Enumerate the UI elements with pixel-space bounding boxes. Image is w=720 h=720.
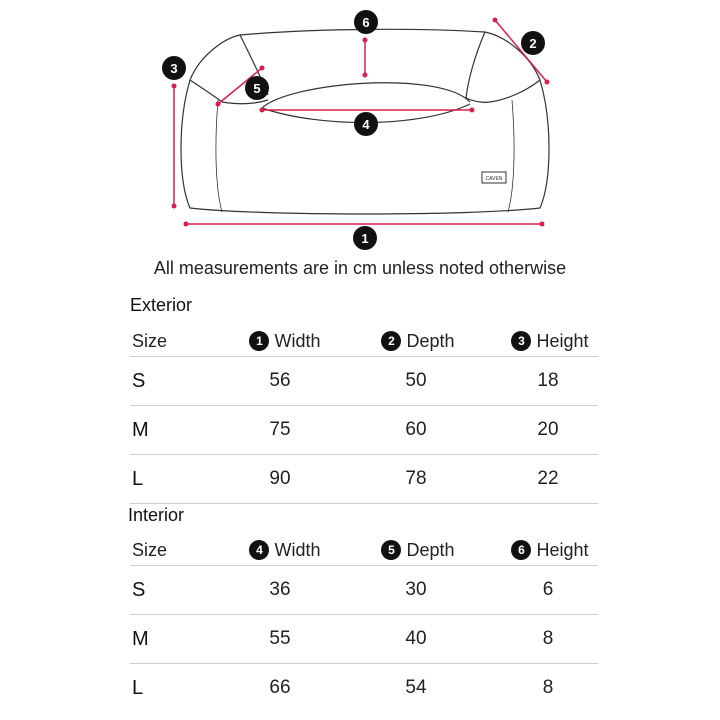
width-cell: 55 (269, 628, 291, 649)
exterior-width-header: 1 Width (225, 326, 345, 356)
depth-cell: 54 (405, 677, 427, 698)
interior-width-header: 4 Width (225, 535, 345, 565)
size-cell: S (132, 578, 146, 601)
interior-size-header: Size (132, 539, 168, 560)
badge-2 (521, 31, 545, 55)
width-cell: 75 (269, 419, 291, 440)
depth-cell: 40 (405, 628, 427, 649)
size-cell: M (132, 627, 149, 650)
width-cell: 66 (269, 677, 291, 698)
size-cell: S (132, 369, 146, 392)
svg-text:1: 1 (361, 231, 369, 246)
badge-4 (354, 112, 378, 136)
badge-6 (354, 10, 378, 34)
svg-text:2: 2 (529, 36, 537, 51)
badge-icon: 1 (249, 331, 269, 351)
height-cell: 20 (537, 419, 559, 440)
svg-text:5: 5 (253, 81, 261, 96)
badge-3 (162, 56, 186, 80)
interior-depth-header: 5 Depth (358, 535, 478, 565)
table-row (130, 357, 598, 406)
table-row (130, 615, 598, 664)
depth-cell: 78 (405, 468, 427, 489)
table-row (130, 406, 598, 455)
badge-icon: 6 (511, 540, 531, 560)
interior-height-header: 6 Height (490, 535, 610, 565)
width-cell: 90 (269, 468, 291, 489)
svg-text:4: 4 (362, 117, 370, 132)
table-row (130, 566, 598, 615)
badge-1 (353, 226, 377, 250)
badge-icon: 2 (381, 331, 401, 351)
svg-text:3: 3 (170, 61, 178, 76)
height-cell: 22 (537, 468, 559, 489)
exterior-height-header: 3 Height (490, 326, 610, 356)
height-cell: 18 (537, 370, 559, 391)
height-cell: 8 (542, 677, 554, 698)
badge-icon: 3 (511, 331, 531, 351)
brand-tag-label: CAVEN (485, 176, 503, 182)
size-cell: M (132, 418, 149, 441)
width-cell: 56 (269, 370, 291, 391)
exterior-size-header: Size (132, 330, 168, 351)
exterior-depth-header: 2 Depth (358, 326, 478, 356)
height-cell: 6 (542, 579, 554, 600)
table-row (130, 664, 598, 712)
measurement-note: All measurements are in cm unless noted otherwise (153, 258, 567, 278)
badge-5 (245, 76, 269, 100)
brand-tag (482, 172, 506, 183)
badge-icon: 5 (381, 540, 401, 560)
width-cell: 36 (269, 579, 291, 600)
interior-title: Interior (128, 505, 185, 525)
badge-icon: 4 (249, 540, 269, 560)
exterior-header-row (130, 326, 598, 357)
depth-cell: 30 (405, 579, 427, 600)
size-cell: L (132, 467, 144, 490)
table-row (130, 455, 598, 504)
size-cell: L (132, 676, 144, 699)
exterior-title: Exterior (130, 295, 193, 315)
interior-table (130, 535, 598, 712)
depth-cell: 50 (405, 370, 427, 391)
height-cell: 8 (542, 628, 554, 649)
depth-cell: 60 (405, 419, 427, 440)
bed-dimension-diagram (0, 0, 720, 260)
svg-text:6: 6 (362, 15, 370, 30)
interior-header-row (130, 535, 598, 566)
exterior-table (130, 326, 598, 504)
